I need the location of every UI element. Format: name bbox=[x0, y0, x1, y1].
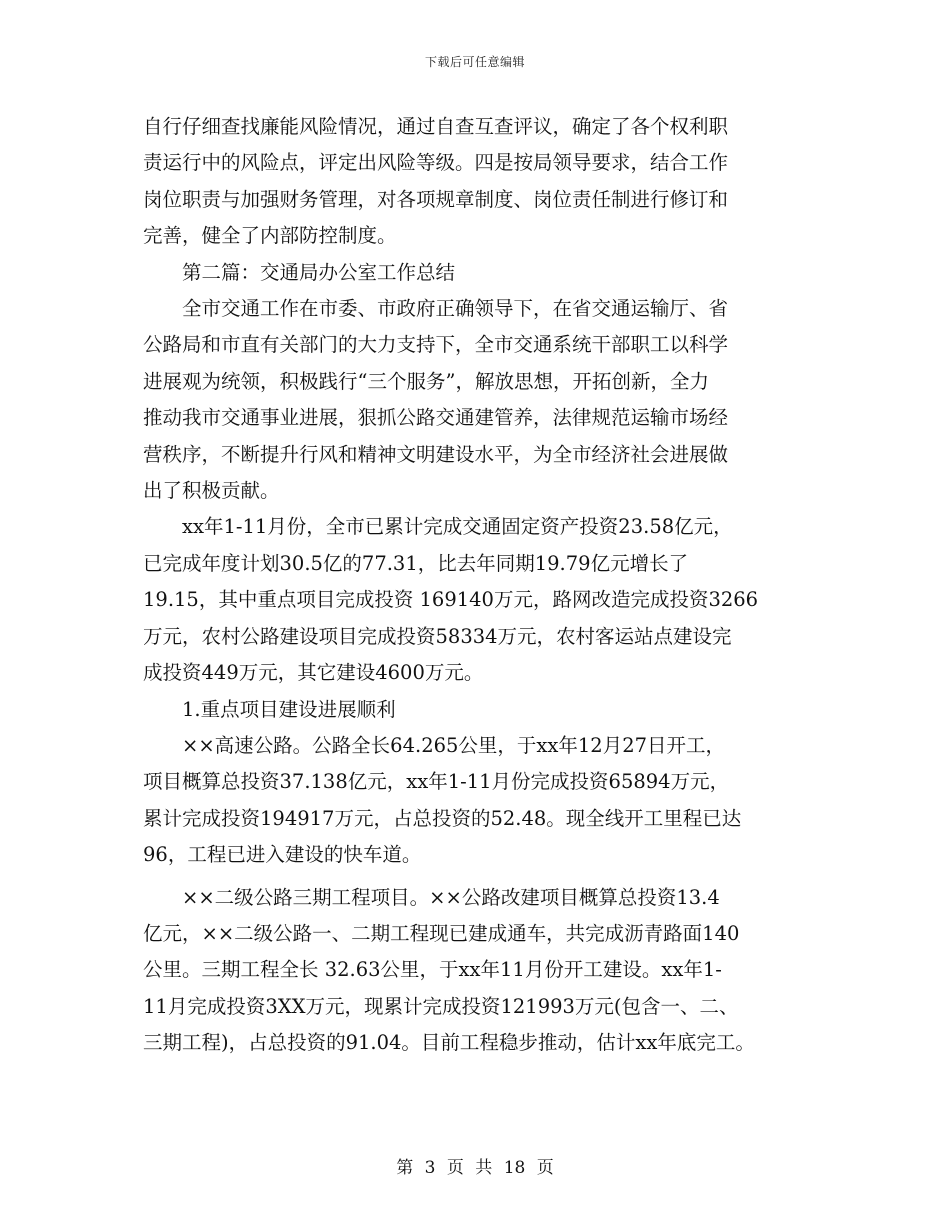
page-header-note: 下载后可任意编辑 bbox=[424, 55, 525, 69]
text-line: 责运行中的风险点，评定出风险等级。四是按局领导要求，结合工作 bbox=[143, 151, 729, 175]
text-line: 19.15，其中重点项目完成投资 169140万元，路网改造完成投资3266 bbox=[143, 588, 759, 612]
text-line: 推动我市交通事业进展，狠抓公路交通建管养，法律规范运输市场经 bbox=[143, 406, 729, 430]
text-line: 营秩序，不断提升行风和精神文明建设水平，为全市经济社会进展做 bbox=[143, 442, 729, 466]
text-line: 公里。三期工程全长 32.63公里，于xx年11月份开工建设。xx年1- bbox=[143, 958, 722, 982]
text-line: 公路局和市直有关部门的大力支持下，全市交通系统干部职工以科学 bbox=[143, 333, 729, 357]
text-line: 进展观为统领，积极践行“三个服务”，解放思想，开拓创新，全力 bbox=[143, 369, 709, 393]
text-line: ××高速公路。公路全长64.265公里，于xx年12月27日开工， bbox=[182, 733, 726, 757]
heading-text: 1.重点项目建设进展顺利 bbox=[182, 697, 396, 721]
text-line: ××二级公路三期工程项目。××公路改建项目概算总投资13.4 bbox=[182, 885, 720, 909]
text-line: 完善，健全了内部防控制度。 bbox=[143, 224, 397, 248]
paragraph bbox=[143, 509, 823, 691]
text-line: 岗位职责与加强财务管理，对各项规章制度、岗位责任制进行修订和 bbox=[143, 187, 729, 211]
page-number: 第 3 页 共 18 页 bbox=[396, 1158, 554, 1178]
paragraph bbox=[143, 880, 823, 1062]
text-line: 已完成年度计划30.5亿的77.31，比去年同期19.79亿元增长了 bbox=[143, 551, 689, 575]
paragraph bbox=[143, 728, 823, 874]
paragraph-continuation bbox=[143, 109, 823, 255]
subsection-heading bbox=[143, 692, 823, 728]
text-line: 自行仔细查找廉能风险情况，通过自查互查评议，确定了各个权利职 bbox=[143, 115, 729, 138]
text-line: 亿元，××二级公路一、二期工程现已建成通车，共完成沥青路面140 bbox=[143, 921, 740, 945]
document-body bbox=[143, 109, 823, 1062]
text-line: 96，工程已进入建设的快车道。 bbox=[143, 843, 422, 867]
section-heading bbox=[143, 255, 823, 291]
text-line: 成投资449万元，其它建设4600万元。 bbox=[143, 661, 484, 685]
text-line: 三期工程)，占总投资的91.04。目前工程稳步推动，估计xx年底完工。 bbox=[143, 1031, 755, 1055]
text-line: 万元，农村公路建设项目完成投资58334万元，农村客运站点建设完 bbox=[143, 624, 732, 648]
text-line: 项目概算总投资37.138亿元，xx年1-11月份完成投资65894万元， bbox=[143, 770, 730, 794]
heading-text: 第二篇：交通局办公室工作总结 bbox=[182, 260, 456, 284]
text-line: xx年1-11月份，全市已累计完成交通固定资产投资23.58亿元， bbox=[182, 515, 733, 539]
text-line: 累计完成投资194917万元，占总投资的52.48。现全线开工里程已达 bbox=[143, 806, 742, 830]
text-line: 出了积极贡献。 bbox=[143, 479, 280, 503]
paragraph bbox=[143, 291, 823, 509]
text-line: 全市交通工作在市委、市政府正确领导下，在省交通运输厅、省 bbox=[182, 297, 729, 321]
text-line: 11月完成投资3XX万元，现累计完成投资121993万元(包含一、二、 bbox=[143, 994, 739, 1018]
